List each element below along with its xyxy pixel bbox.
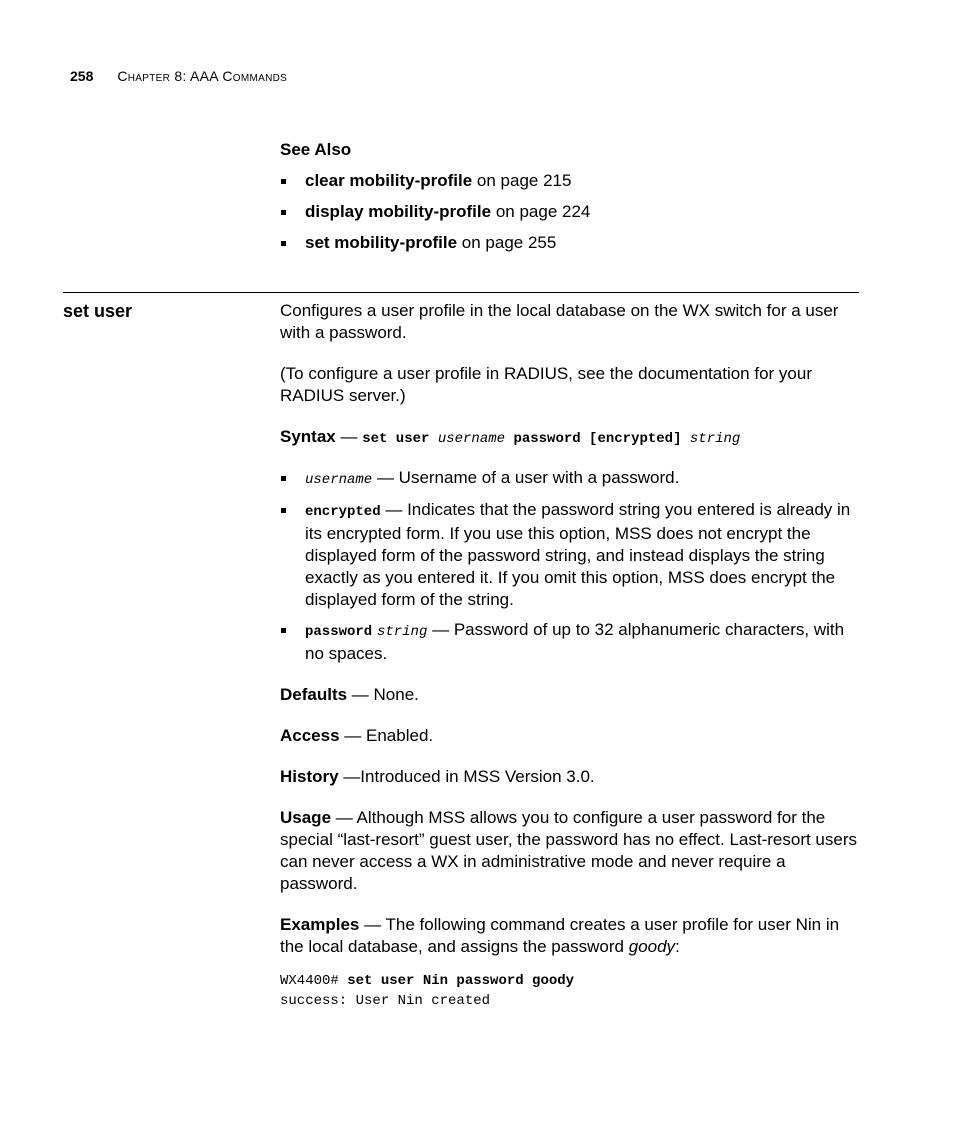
see-also-link[interactable]: clear mobility-profile	[305, 171, 473, 190]
examples-paragraph	[280, 914, 858, 958]
syntax-label: Syntax	[280, 427, 336, 446]
parameter-list	[280, 467, 858, 665]
see-also-item[interactable]	[280, 232, 858, 254]
page-reference: on page 255	[457, 233, 557, 252]
see-also-list	[280, 170, 858, 254]
parameter-item	[280, 619, 858, 665]
see-also-link[interactable]: set mobility-profile	[305, 233, 458, 252]
defaults-text: — None.	[347, 685, 419, 704]
bullet-icon	[281, 628, 286, 633]
param-description: — Password of up to 32 alphanumeric characters, with no spaces.	[305, 620, 845, 663]
page-number: 258	[70, 68, 94, 84]
access-line	[280, 725, 858, 747]
bullet-icon	[281, 179, 286, 184]
param-keyword: encrypted	[305, 504, 381, 520]
code-example	[280, 971, 858, 1011]
running-header	[70, 66, 287, 86]
access-text: — Enabled.	[339, 726, 434, 745]
command-heading: set user	[63, 301, 133, 321]
param-description: — Username of a user with a password.	[372, 468, 680, 487]
syntax-arg-username: username	[437, 431, 506, 447]
command-body	[280, 300, 858, 1011]
param-italic: username	[305, 472, 373, 488]
examples-text: — The following command creates a user profile for user Nin in the local database, and assigns the password	[280, 915, 840, 956]
code-command: set user Nin password goody	[347, 973, 575, 989]
bullet-icon	[281, 476, 286, 481]
history-text: —Introduced in MSS Version 3.0.	[338, 767, 595, 786]
code-output: success: User Nin created	[280, 993, 491, 1009]
bullet-icon	[281, 508, 286, 513]
syntax-command: set user	[362, 431, 438, 447]
command-description: Configures a user profile in the local database on the WX switch for a user with a password.	[280, 301, 839, 342]
chapter-title: Chapter 8: AAA Commands	[117, 68, 288, 84]
see-also-section	[280, 139, 858, 263]
parameter-item	[280, 467, 858, 491]
usage-label: Usage	[280, 808, 332, 827]
command-note: (To configure a user profile in RADIUS, see the documentation for your RADIUS server.)	[280, 364, 812, 405]
see-also-link[interactable]: display mobility-profile	[305, 202, 492, 221]
examples-colon: :	[675, 937, 680, 956]
see-also-heading: See Also	[280, 140, 352, 159]
usage-text: — Although MSS allows you to configure a user password for the special “last-resort” guest user, the password has no effect. Last-resort users can never access a WX in administrative mode and never require a password.	[280, 808, 858, 893]
param-keyword: password	[305, 624, 373, 640]
syntax-dash: —	[335, 427, 363, 446]
code-prompt: WX4400#	[280, 973, 348, 989]
see-also-item[interactable]	[280, 201, 858, 223]
section-divider	[63, 292, 859, 293]
page-reference: on page 215	[472, 171, 572, 190]
see-also-item[interactable]	[280, 170, 858, 192]
history-label: History	[280, 767, 339, 786]
parameter-item	[280, 499, 858, 611]
access-label: Access	[280, 726, 340, 745]
page-reference: on page 224	[491, 202, 591, 221]
history-line	[280, 766, 858, 788]
param-description: — Indicates that the password string you entered is already in its encrypted form. If you use this option, MSS does not encrypt the displayed form of the password string, and instead displays the string exactly as you entered it. If you omit this option, MSS does encrypt the displayed form of the string.	[305, 500, 851, 609]
bullet-icon	[281, 241, 286, 246]
bullet-icon	[281, 210, 286, 215]
defaults-label: Defaults	[280, 685, 348, 704]
param-italic: string	[376, 624, 428, 640]
syntax-keywords: password [encrypted]	[505, 431, 690, 447]
syntax-arg-string: string	[689, 431, 741, 447]
defaults-line	[280, 684, 858, 706]
examples-password: goody	[628, 937, 676, 956]
usage-paragraph	[280, 807, 858, 895]
examples-label: Examples	[280, 915, 360, 934]
syntax-line	[280, 426, 858, 450]
